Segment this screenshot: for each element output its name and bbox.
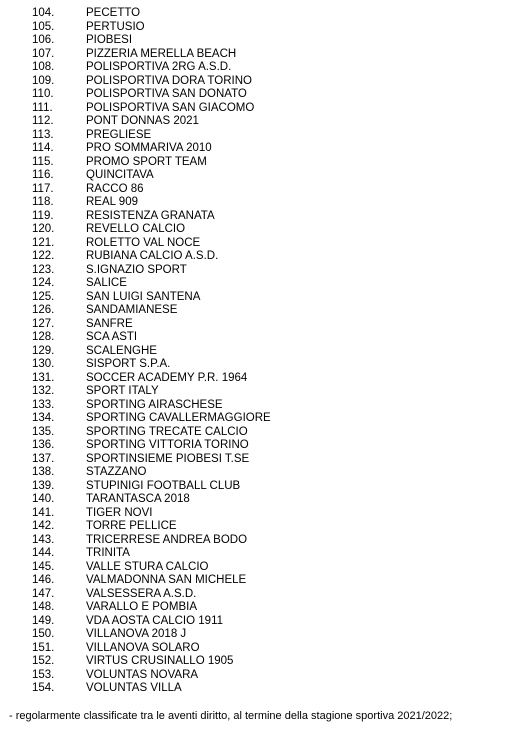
list-item <box>0 75 519 89</box>
list-item <box>0 250 519 264</box>
list-item-number: 154. <box>32 682 55 694</box>
list-item-name: VOLUNTAS VILLA <box>86 682 182 694</box>
list-item <box>0 385 519 399</box>
list-item-number: 130. <box>32 358 55 370</box>
list-item <box>0 291 519 305</box>
list-item-number: 137. <box>32 452 55 465</box>
list-item-name: PRO SOMMARIVA 2010 <box>86 142 212 154</box>
list-item-number: 144. <box>32 547 55 559</box>
list-item <box>0 453 519 467</box>
list-item-name: PREGLIESE <box>86 128 152 141</box>
list-item <box>0 493 519 507</box>
list-item-name: RUBIANA CALCIO A.S.D. <box>86 250 219 262</box>
list-item-number: 110. <box>32 88 54 100</box>
list-item-name: SOCCER ACADEMY P.R. 1964 <box>86 371 248 384</box>
list-item-number: 117. <box>32 182 54 195</box>
list-item-name: SISPORT S.P.A. <box>86 358 171 370</box>
list-item-number: 128. <box>32 331 55 343</box>
list-item-name: SCALENGHE <box>86 344 157 357</box>
list-item-number: 139. <box>32 479 55 492</box>
list-item-number: 113. <box>32 128 54 141</box>
list-item-name: RESISTENZA GRANATA <box>86 209 215 222</box>
list-item <box>0 601 519 615</box>
list-item <box>0 304 519 318</box>
list-item <box>0 196 519 210</box>
list-item-number: 152. <box>32 655 55 667</box>
list-item <box>0 102 519 116</box>
list-item-number: 111. <box>32 101 53 114</box>
list-item-name: VDA AOSTA CALCIO 1911 <box>86 614 224 627</box>
list-item-name: TARANTASCA 2018 <box>86 493 190 505</box>
list-item <box>0 466 519 480</box>
list-item-name: SPORT ITALY <box>86 385 159 397</box>
list-item-name: VARALLO E POMBIA <box>86 601 197 613</box>
list-item <box>0 88 519 102</box>
list-item <box>0 372 519 386</box>
list-item-number: 106. <box>32 34 55 46</box>
list-item <box>0 331 519 345</box>
list-item <box>0 520 519 534</box>
list-item-number: 122. <box>32 250 55 262</box>
list-item-number: 125. <box>32 290 55 303</box>
list-item <box>0 223 519 237</box>
list-item <box>0 210 519 224</box>
list-item <box>0 115 519 129</box>
list-item-number: 131. <box>32 371 55 384</box>
list-item <box>0 358 519 372</box>
list-item-number: 136. <box>32 439 55 451</box>
list-item-name: TORRE PELLICE <box>86 520 177 532</box>
list-item-name: SPORTING VITTORIA TORINO <box>86 439 249 451</box>
list-item-number: 118. <box>32 196 54 208</box>
list-item-number: 148. <box>32 601 55 613</box>
list-item-name: ROLETTO VAL NOCE <box>86 236 201 249</box>
list-item-name: SCA ASTI <box>86 331 138 343</box>
list-item <box>0 237 519 251</box>
list-item <box>0 142 519 156</box>
list-item-number: 114. <box>32 142 54 154</box>
list-item <box>0 628 519 642</box>
list-item <box>0 48 519 62</box>
list-item-number: 116. <box>32 169 54 181</box>
list-item-name: PROMO SPORT TEAM <box>86 155 207 168</box>
list-item-name: VIRTUS CRUSINALLO 1905 <box>86 655 234 667</box>
list-item-number: 120. <box>32 223 55 235</box>
list-item <box>0 169 519 183</box>
list-item-name: POLISPORTIVA SAN GIACOMO <box>86 101 255 114</box>
list-item-number: 123. <box>32 263 55 276</box>
list-item-number: 109. <box>32 74 55 87</box>
list-item <box>0 669 519 683</box>
list-item-number: 132. <box>32 385 55 397</box>
list-item-number: 121. <box>32 236 55 249</box>
list-item-name: REAL 909 <box>86 196 138 208</box>
list-item-name: TRICERRESE ANDREA BODO <box>86 533 248 546</box>
list-item <box>0 61 519 75</box>
list-item-number: 146. <box>32 574 55 586</box>
list-item <box>0 34 519 48</box>
list-item-name: POLISPORTIVA DORA TORINO <box>86 74 252 87</box>
list-item-name: VALSESSERA A.S.D. <box>86 587 197 600</box>
list-item <box>0 21 519 35</box>
list-item-number: 115. <box>32 155 54 168</box>
list-item <box>0 682 519 696</box>
list-item-number: 147. <box>32 587 55 600</box>
list-item-number: 141. <box>32 506 55 519</box>
list-item-name: SAN LUIGI SANTENA <box>86 290 201 303</box>
list-item-name: PECETTO <box>86 7 141 19</box>
list-item-name: PIOBESI <box>86 34 133 46</box>
list-item-number: 134. <box>32 412 55 424</box>
list-item-name: PIZZERIA MERELLA BEACH <box>86 47 237 60</box>
list-item-name: VOLUNTAS NOVARA <box>86 668 199 681</box>
list-item-name: PONT DONNAS 2021 <box>86 115 199 127</box>
list-item <box>0 574 519 588</box>
list-item <box>0 264 519 278</box>
list-item-name: STUPINIGI FOOTBALL CLUB <box>86 479 241 492</box>
list-item <box>0 507 519 521</box>
list-item <box>0 345 519 359</box>
list-item-number: 149. <box>32 614 55 627</box>
list-item-number: 140. <box>32 493 55 505</box>
list-item <box>0 183 519 197</box>
list-item <box>0 480 519 494</box>
list-item <box>0 277 519 291</box>
list-item <box>0 129 519 143</box>
list-item-name: TRINITA <box>86 547 130 559</box>
list-item-name: RACCO 86 <box>86 182 144 195</box>
list-item <box>0 642 519 656</box>
list-item-name: VALLE STURA CALCIO <box>86 560 209 573</box>
list-item-number: 107. <box>32 47 55 60</box>
list-item-name: SANDAMIANESE <box>86 304 178 316</box>
footer-note: - regolarmente classificate tra le aventi diritto, al termine della stagione sportiva 2021/2022; <box>9 710 453 722</box>
list-item-number: 133. <box>32 398 55 411</box>
list-item-number: 145. <box>32 560 55 573</box>
list-item-number: 127. <box>32 317 55 330</box>
list-item-name: STAZZANO <box>86 466 147 478</box>
list-item-name: SALICE <box>86 277 127 289</box>
list-item-name: SPORTING AIRASCHESE <box>86 398 223 411</box>
list-item <box>0 439 519 453</box>
list-item-number: 143. <box>32 533 55 546</box>
list-item <box>0 426 519 440</box>
list-item-name: S.IGNAZIO SPORT <box>86 263 187 276</box>
list-item <box>0 588 519 602</box>
list-item-name: VILLANOVA SOLARO <box>86 641 200 654</box>
list-item-number: 126. <box>32 304 55 316</box>
list-item-name: VILLANOVA 2018 J <box>86 628 187 640</box>
list-item-number: 142. <box>32 520 55 532</box>
list-item <box>0 7 519 21</box>
list-item-number: 104. <box>32 7 55 19</box>
list-item-number: 124. <box>32 277 55 289</box>
list-item-name: TIGER NOVI <box>86 506 153 519</box>
list-item-number: 105. <box>32 20 55 33</box>
list-item-name: SPORTING TRECATE CALCIO <box>86 425 248 438</box>
list-item-name: SPORTING CAVALLERMAGGIORE <box>86 412 271 424</box>
list-item <box>0 615 519 629</box>
list-item-number: 138. <box>32 466 55 478</box>
team-list <box>0 7 519 696</box>
list-item-number: 112. <box>32 115 54 127</box>
list-item <box>0 156 519 170</box>
list-item-number: 119. <box>32 209 54 222</box>
list-item-number: 135. <box>32 425 55 438</box>
list-item <box>0 534 519 548</box>
list-item <box>0 412 519 426</box>
list-item-name: SANFRE <box>86 317 133 330</box>
list-item <box>0 318 519 332</box>
list-item-name: POLISPORTIVA SAN DONATO <box>86 88 247 100</box>
list-item-name: VALMADONNA SAN MICHELE <box>86 574 247 586</box>
list-item-name: REVELLO CALCIO <box>86 223 186 235</box>
list-item <box>0 547 519 561</box>
list-item-name: PERTUSIO <box>86 20 145 33</box>
list-item-number: 108. <box>32 61 55 73</box>
list-item-number: 150. <box>32 628 55 640</box>
list-item-name: SPORTINSIEME PIOBESI T.SE <box>86 452 250 465</box>
list-item <box>0 655 519 669</box>
list-item-name: QUINCITAVA <box>86 169 154 181</box>
list-item <box>0 399 519 413</box>
list-item-number: 129. <box>32 344 55 357</box>
list-item-name: POLISPORTIVA 2RG A.S.D. <box>86 61 232 73</box>
list-item <box>0 561 519 575</box>
list-item-number: 151. <box>32 641 55 654</box>
list-item-number: 153. <box>32 668 55 681</box>
